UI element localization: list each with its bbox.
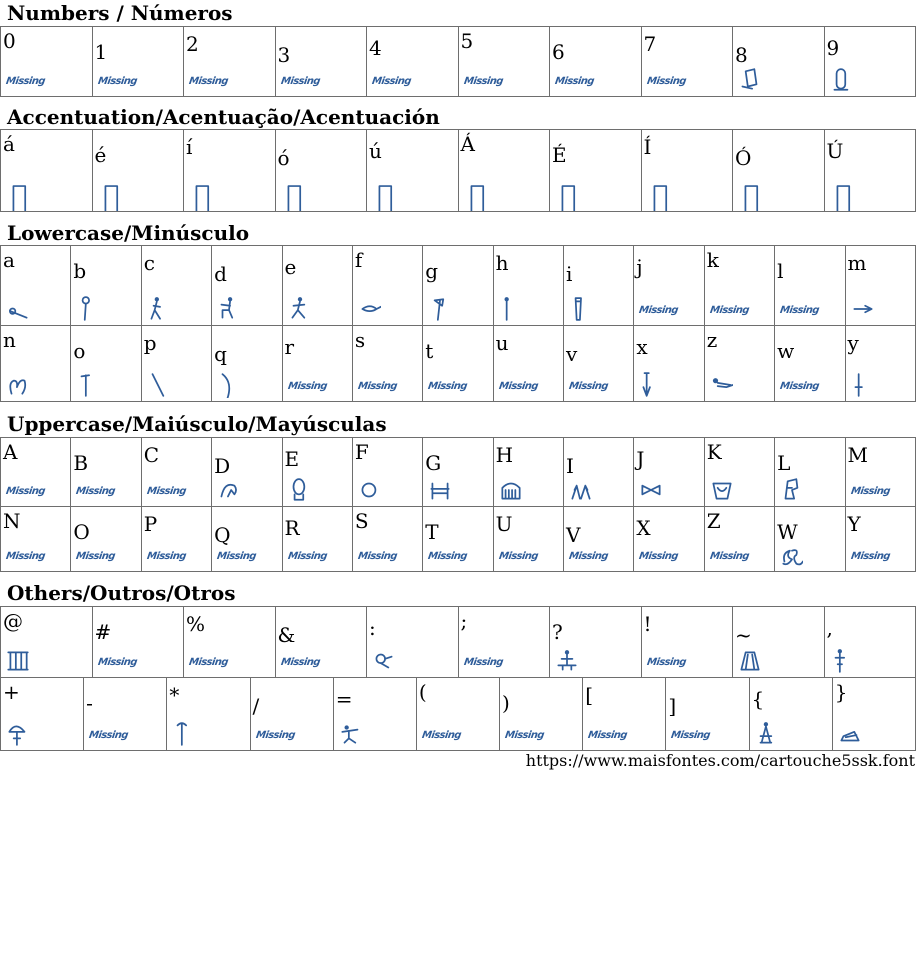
glyph-cell <box>733 27 825 97</box>
character-label: ú <box>369 139 382 163</box>
glyph-cell <box>493 326 563 402</box>
glyph-cell <box>704 507 774 572</box>
columns-icon <box>7 648 29 670</box>
lying-figure-icon <box>711 372 733 394</box>
obelisk-icon <box>570 296 592 318</box>
character-label: - <box>86 691 93 715</box>
glyph-cell <box>423 507 493 572</box>
horned-viper-icon <box>7 372 29 394</box>
missing-glyph-label: Missing <box>357 381 398 392</box>
character-label: x <box>636 335 648 359</box>
character-label: [ <box>585 683 594 707</box>
character-label: 9 <box>826 36 840 60</box>
missing-glyph-label: Missing <box>145 486 187 497</box>
character-label: X <box>636 516 651 540</box>
character-label: p <box>143 331 157 355</box>
character-label: Ó <box>735 146 752 170</box>
pin-icon <box>77 296 99 318</box>
character-label: ~ <box>735 623 752 647</box>
glyph-cell <box>704 246 774 326</box>
bed-icon <box>429 477 451 499</box>
character-label: Á <box>460 132 475 156</box>
missing-glyph-label: Missing <box>462 657 504 668</box>
glyph-cell <box>775 326 845 402</box>
missing-glyph-label: Missing <box>427 381 468 392</box>
glyph-cell <box>141 438 211 507</box>
missing-glyph-label: Missing <box>96 657 138 668</box>
glyph-cell <box>550 27 642 97</box>
missing-glyph-label: Missing <box>75 486 116 497</box>
character-label: r <box>284 335 295 359</box>
character-label: w <box>777 339 795 363</box>
character-label: n <box>3 328 16 352</box>
character-label: { <box>751 687 765 711</box>
glyph-cell <box>550 130 642 212</box>
dagger-icon <box>852 372 874 394</box>
glyph-cell <box>367 27 459 97</box>
glyph-cell <box>352 438 422 507</box>
cartouche-scroll-icon <box>739 67 761 89</box>
slash-stick-icon <box>148 372 170 394</box>
glyph-cell <box>775 246 845 326</box>
missing-glyph-label: Missing <box>216 551 257 562</box>
section-title-others: Others/Outros/Otros <box>7 581 236 605</box>
character-label: , <box>826 616 833 640</box>
glyph-cell <box>824 27 916 97</box>
glyph-cell <box>212 246 282 326</box>
character-label: W <box>777 520 798 544</box>
glyph-cell <box>1 326 71 402</box>
section-title-uppercase: Uppercase/Maiúsculo/Mayúsculas <box>7 412 387 436</box>
standing-figure-icon <box>831 648 853 670</box>
sceptre-icon <box>173 721 195 743</box>
glyph-cell <box>282 438 352 507</box>
missing-glyph-label: Missing <box>849 486 891 497</box>
glyph-cell <box>733 130 825 212</box>
glyph-cell <box>493 507 563 572</box>
missing-glyph-label: Missing <box>75 551 116 562</box>
glyph-cell <box>634 438 704 507</box>
character-label: Q <box>214 523 231 547</box>
character-label: v <box>566 342 578 366</box>
umbrella-icon <box>7 721 29 743</box>
character-label: B <box>73 451 89 475</box>
character-label: b <box>73 259 87 283</box>
glyph-cell <box>845 438 915 507</box>
glyph-cell <box>71 507 141 572</box>
character-label: í <box>186 135 193 159</box>
glyph-cell <box>564 246 634 326</box>
character-label: f <box>354 248 363 272</box>
glyph-cell <box>141 507 211 572</box>
glyph-cell <box>845 326 915 402</box>
character-label: : <box>369 616 376 640</box>
character-label: S <box>354 509 369 533</box>
character-label: Í <box>643 135 652 159</box>
glyph-cell <box>184 27 276 97</box>
character-label: @ <box>3 609 23 633</box>
missing-glyph-label: Missing <box>638 305 679 316</box>
character-label: + <box>3 680 20 704</box>
glyph-cell <box>1 27 93 97</box>
glyph-cell <box>275 607 367 678</box>
cartouche-oval-icon <box>831 67 853 89</box>
character-label: j <box>636 255 643 279</box>
glyph-cell <box>666 678 749 751</box>
basket-icon <box>711 477 733 499</box>
character-label: ] <box>668 694 677 718</box>
footer-url[interactable]: https://www.maisfontes.com/cartouche5ssk.font <box>525 751 915 770</box>
glyph-cell <box>749 678 832 751</box>
glyph-cell <box>564 438 634 507</box>
glyph-cell <box>1 438 71 507</box>
axe-icon <box>429 296 451 318</box>
character-label: a <box>3 248 15 272</box>
character-label: i <box>566 262 573 286</box>
section-title-numbers: Numbers / Números <box>7 1 233 25</box>
character-label: z <box>706 328 718 352</box>
character-label: l <box>777 259 784 283</box>
missing-glyph-label: Missing <box>5 551 46 562</box>
glyph-cell <box>641 607 733 678</box>
glyph-cell <box>212 507 282 572</box>
character-label: 4 <box>369 36 382 60</box>
throne-icon <box>781 477 803 499</box>
character-label: ! <box>643 612 652 636</box>
character-label: M <box>847 443 868 467</box>
missing-glyph-label: Missing <box>645 657 687 668</box>
reed-leaf-icon <box>7 296 29 318</box>
missing-glyph-label: Missing <box>638 551 679 562</box>
character-label: é <box>94 143 107 167</box>
glyph-cell <box>92 27 184 97</box>
character-label: á <box>3 132 15 156</box>
character-label: 2 <box>186 32 199 56</box>
missing-glyph-label: Missing <box>421 730 462 741</box>
glyph-cell <box>275 130 367 212</box>
missing-glyph-label: Missing <box>286 551 328 562</box>
running-figure-icon <box>289 296 311 318</box>
glyph-cell <box>550 607 642 678</box>
character-label: U <box>495 512 513 536</box>
character-label: } <box>834 680 848 704</box>
character-label: 0 <box>3 29 16 53</box>
glyph-cell <box>71 326 141 402</box>
missing-glyph-label: Missing <box>587 730 628 741</box>
box-icon <box>377 185 399 207</box>
missing-glyph-label: Missing <box>188 657 229 668</box>
glyph-cell <box>1 678 84 751</box>
character-label: t <box>425 339 434 363</box>
glyph-cell <box>416 678 499 751</box>
sled-icon <box>839 721 861 743</box>
section-title-lowercase: Lowercase/Minúsculo <box>7 221 250 245</box>
character-label: T <box>425 520 439 544</box>
character-label: = <box>335 687 353 711</box>
glyph-cell <box>583 678 666 751</box>
character-label: Ú <box>826 139 844 163</box>
glyph-cell <box>1 130 93 212</box>
others-grid-1 <box>0 606 916 678</box>
glyph-cell <box>212 438 282 507</box>
missing-glyph-label: Missing <box>645 76 687 87</box>
character-label: & <box>277 623 296 647</box>
glyph-cell <box>832 678 915 751</box>
character-label: C <box>143 443 160 467</box>
missing-glyph-label: Missing <box>779 381 820 392</box>
glyph-cell <box>352 246 422 326</box>
hook-staff-icon <box>77 372 99 394</box>
glyph-cell <box>458 607 550 678</box>
glyph-cell <box>141 326 211 402</box>
glyph-cell <box>634 246 704 326</box>
section-title-accentuation: Accentuation/Acentuação/Acentuación <box>7 105 440 129</box>
missing-glyph-label: Missing <box>849 551 891 562</box>
glyph-cell <box>704 438 774 507</box>
character-label: 1 <box>94 40 108 64</box>
glyph-cell <box>367 607 459 678</box>
character-label: g <box>425 259 439 283</box>
missing-glyph-label: Missing <box>188 76 229 87</box>
missing-glyph-label: Missing <box>497 381 539 392</box>
box-icon <box>194 185 216 207</box>
missing-glyph-label: Missing <box>357 551 398 562</box>
glyph-cell <box>71 438 141 507</box>
glyph-cell <box>634 326 704 402</box>
character-label: e <box>284 255 297 279</box>
arrow-icon <box>852 296 874 318</box>
glyph-cell <box>733 607 825 678</box>
character-label: N <box>3 509 21 533</box>
missing-glyph-label: Missing <box>96 76 138 87</box>
glyph-cell <box>282 326 352 402</box>
glyph-cell <box>250 678 333 751</box>
glyph-cell <box>212 326 282 402</box>
glyph-cell <box>704 326 774 402</box>
glyph-cell <box>564 507 634 572</box>
glyph-cell <box>493 438 563 507</box>
glyph-cell <box>641 130 733 212</box>
box-icon <box>560 185 582 207</box>
character-label: V <box>566 523 581 547</box>
character-label: ó <box>277 146 290 170</box>
missing-glyph-label: Missing <box>497 551 539 562</box>
character-label: # <box>94 620 112 644</box>
character-label: R <box>284 516 300 540</box>
glyph-cell <box>352 507 422 572</box>
character-label: 7 <box>643 32 657 56</box>
glyph-cell <box>1 507 71 572</box>
character-label: H <box>495 443 514 467</box>
curved-stick-icon <box>218 372 240 394</box>
glyph-cell <box>92 607 184 678</box>
missing-glyph-label: Missing <box>5 486 46 497</box>
loop-icon <box>373 648 395 670</box>
character-label: É <box>552 143 567 167</box>
missing-glyph-label: Missing <box>427 551 468 562</box>
glyph-cell <box>1 607 93 678</box>
character-label: ( <box>418 680 427 704</box>
glyph-cell <box>423 326 493 402</box>
character-label: ; <box>460 609 468 633</box>
shrine-icon <box>500 477 522 499</box>
glyph-cell <box>775 507 845 572</box>
glyph-cell <box>275 27 367 97</box>
ssi-logo-icon <box>781 542 803 564</box>
character-label: E <box>284 447 300 471</box>
box-icon <box>652 185 674 207</box>
glyph-cell <box>564 326 634 402</box>
character-label: q <box>214 342 227 366</box>
head-icon <box>289 477 311 499</box>
character-label: ? <box>552 620 563 644</box>
box-icon <box>743 185 765 207</box>
character-label: o <box>73 339 86 363</box>
glyph-cell <box>71 246 141 326</box>
character-label: O <box>73 520 90 544</box>
glyph-cell <box>423 438 493 507</box>
glyph-cell <box>458 27 550 97</box>
down-arrow-icon <box>640 372 662 394</box>
glyph-cell <box>824 607 916 678</box>
glyph-cell <box>167 678 250 751</box>
missing-glyph-label: Missing <box>254 730 296 741</box>
crouching-figure-icon <box>340 721 362 743</box>
glyph-cell <box>1 246 71 326</box>
character-label: s <box>354 328 366 352</box>
lowercase-grid <box>0 245 916 402</box>
hill-icon <box>739 648 761 670</box>
character-label: F <box>354 440 369 464</box>
character-label: 3 <box>277 43 291 67</box>
glyph-cell <box>458 130 550 212</box>
numbers-grid <box>0 26 916 97</box>
missing-glyph-label: Missing <box>568 381 609 392</box>
missing-glyph-label: Missing <box>504 730 545 741</box>
seated-figure-icon <box>148 296 170 318</box>
missing-glyph-label: Missing <box>5 76 46 87</box>
character-label: 6 <box>552 40 565 64</box>
ring-icon <box>359 477 381 499</box>
glyph-cell <box>352 326 422 402</box>
glyph-cell <box>184 607 276 678</box>
character-label: d <box>214 262 227 286</box>
missing-glyph-label: Missing <box>371 76 412 87</box>
character-label: L <box>777 451 791 475</box>
character-label: u <box>495 331 509 355</box>
character-label: D <box>214 454 231 478</box>
glyph-cell <box>775 438 845 507</box>
glyph-cell <box>184 130 276 212</box>
missing-glyph-label: Missing <box>554 76 595 87</box>
box-icon <box>103 185 125 207</box>
twin-birds-icon <box>570 477 592 499</box>
character-label: 5 <box>460 29 474 53</box>
glyph-cell <box>845 507 915 572</box>
glyph-cell <box>423 246 493 326</box>
missing-glyph-label: Missing <box>708 551 750 562</box>
box-icon <box>835 185 857 207</box>
hand-arc-icon <box>218 477 240 499</box>
character-label: c <box>143 251 155 275</box>
glyph-cell <box>641 27 733 97</box>
bowtie-icon <box>640 477 662 499</box>
glyph-cell <box>845 246 915 326</box>
character-label: k <box>706 248 719 272</box>
missing-glyph-label: Missing <box>88 730 129 741</box>
box-icon <box>469 185 491 207</box>
character-label: h <box>495 251 509 275</box>
kneeling-figure-icon <box>218 296 240 318</box>
missing-glyph-label: Missing <box>779 305 820 316</box>
missing-glyph-label: Missing <box>708 305 750 316</box>
glyph-cell <box>824 130 916 212</box>
missing-glyph-label: Missing <box>279 76 321 87</box>
glyph-cell <box>92 130 184 212</box>
character-label: / <box>252 694 260 718</box>
character-label: % <box>186 612 206 636</box>
glyph-cell <box>634 507 704 572</box>
character-label: I <box>566 454 574 478</box>
glyph-cell <box>333 678 416 751</box>
character-label: m <box>847 251 867 275</box>
character-label: y <box>847 331 859 355</box>
uppercase-grid <box>0 437 916 572</box>
character-label: K <box>706 440 722 464</box>
glyph-cell <box>367 130 459 212</box>
character-label: G <box>425 451 442 475</box>
glyph-cell <box>282 507 352 572</box>
boat-figure-icon <box>556 648 578 670</box>
character-label: 8 <box>735 43 748 67</box>
others-grid-2 <box>0 677 916 751</box>
missing-glyph-label: Missing <box>670 730 711 741</box>
pillar-figure-icon <box>756 721 778 743</box>
fish-icon <box>359 296 381 318</box>
character-label: * <box>169 683 180 707</box>
character-label: P <box>143 512 158 536</box>
missing-glyph-label: Missing <box>568 551 609 562</box>
character-label: Y <box>847 512 861 536</box>
missing-glyph-label: Missing <box>286 381 328 392</box>
box-icon <box>11 185 33 207</box>
character-label: Z <box>706 509 721 533</box>
glyph-cell <box>493 246 563 326</box>
accentuation-grid <box>0 129 916 212</box>
staff-icon <box>500 296 522 318</box>
glyph-cell <box>141 246 211 326</box>
box-icon <box>286 185 308 207</box>
missing-glyph-label: Missing <box>279 657 321 668</box>
glyph-cell <box>500 678 583 751</box>
character-label: J <box>636 447 645 471</box>
glyph-cell <box>282 246 352 326</box>
missing-glyph-label: Missing <box>462 76 504 87</box>
glyph-cell <box>84 678 167 751</box>
character-label: A <box>3 440 18 464</box>
character-label: ) <box>502 691 510 715</box>
missing-glyph-label: Missing <box>145 551 187 562</box>
